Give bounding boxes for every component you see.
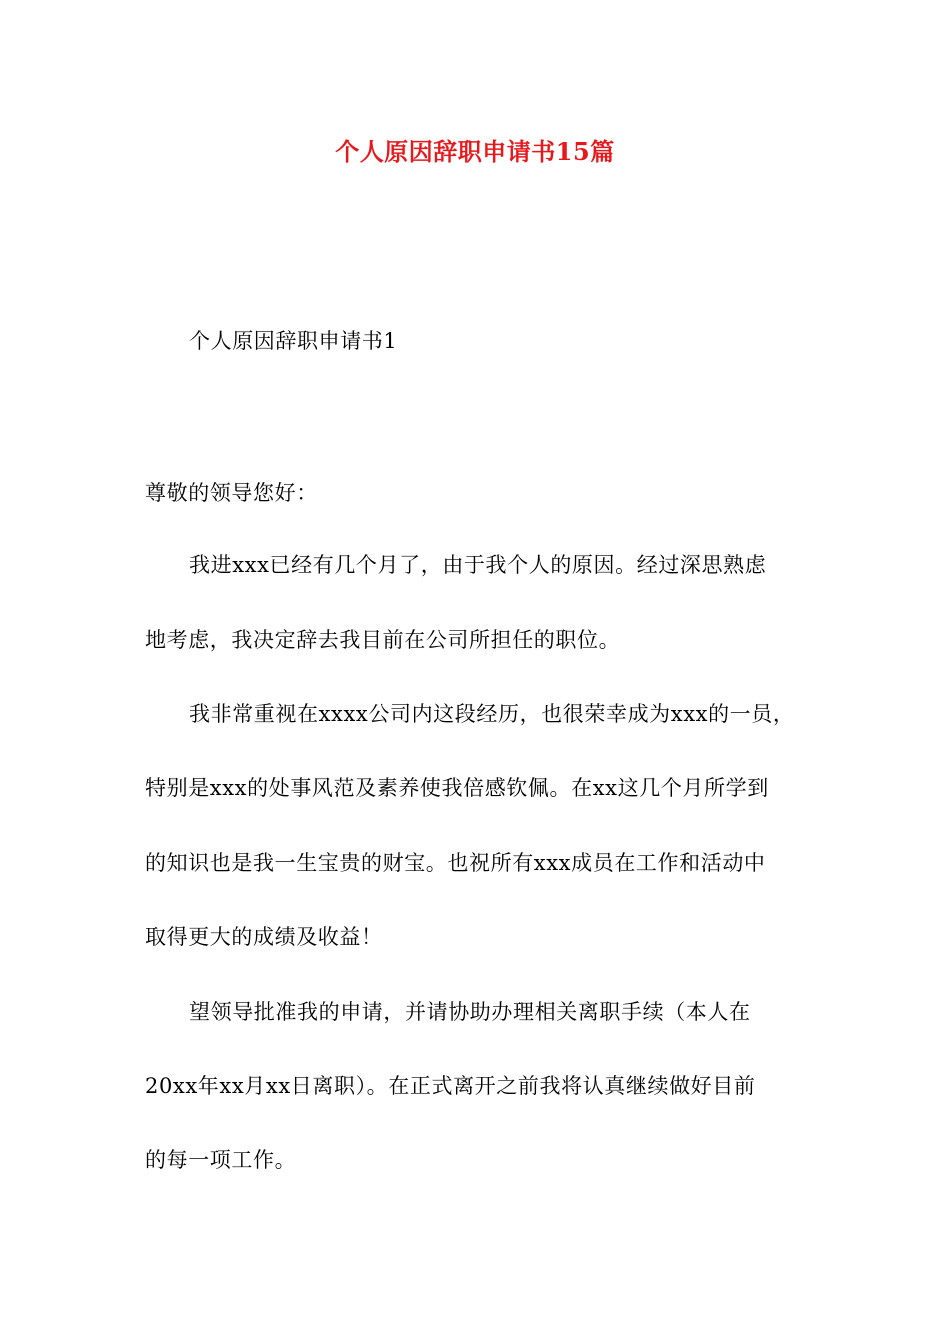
paragraph-2-line-1: 我非常重视在xxxx公司内这段经历，也很荣幸成为xxx的一员， xyxy=(189,702,795,726)
paragraph-2-line-4: 取得更大的成绩及收益！ xyxy=(145,925,383,949)
paragraph-3-line-2: 20xx年xx月xx日离职）。在正式离开之前我将认真继续做好目前 xyxy=(145,1074,756,1098)
paragraph-1-line-1: 我进xxx已经有几个月了，由于我个人的原因。经过深思熟虑 xyxy=(189,553,767,577)
paragraph-3-line-1: 望领导批准我的申请，并请协助办理相关离职手续（本人在 xyxy=(189,1000,751,1024)
paragraph-2-line-2: 特别是xxx的处事风范及素养使我倍感钦佩。在xx这几个月所学到 xyxy=(145,776,769,800)
paragraph-2-line-3: 的知识也是我一生宝贵的财宝。也祝所有xxx成员在工作和活动中 xyxy=(145,851,766,875)
section-heading: 个人原因辞职申请书1 xyxy=(189,329,398,353)
paragraph-3-line-3: 的每一项工作。 xyxy=(145,1148,297,1172)
document-title: 个人原因辞职申请书15篇 xyxy=(335,137,615,166)
salutation: 尊敬的领导您好： xyxy=(145,481,318,505)
paragraph-1-line-2: 地考虑，我决定辞去我目前在公司所担任的职位。 xyxy=(145,628,621,652)
